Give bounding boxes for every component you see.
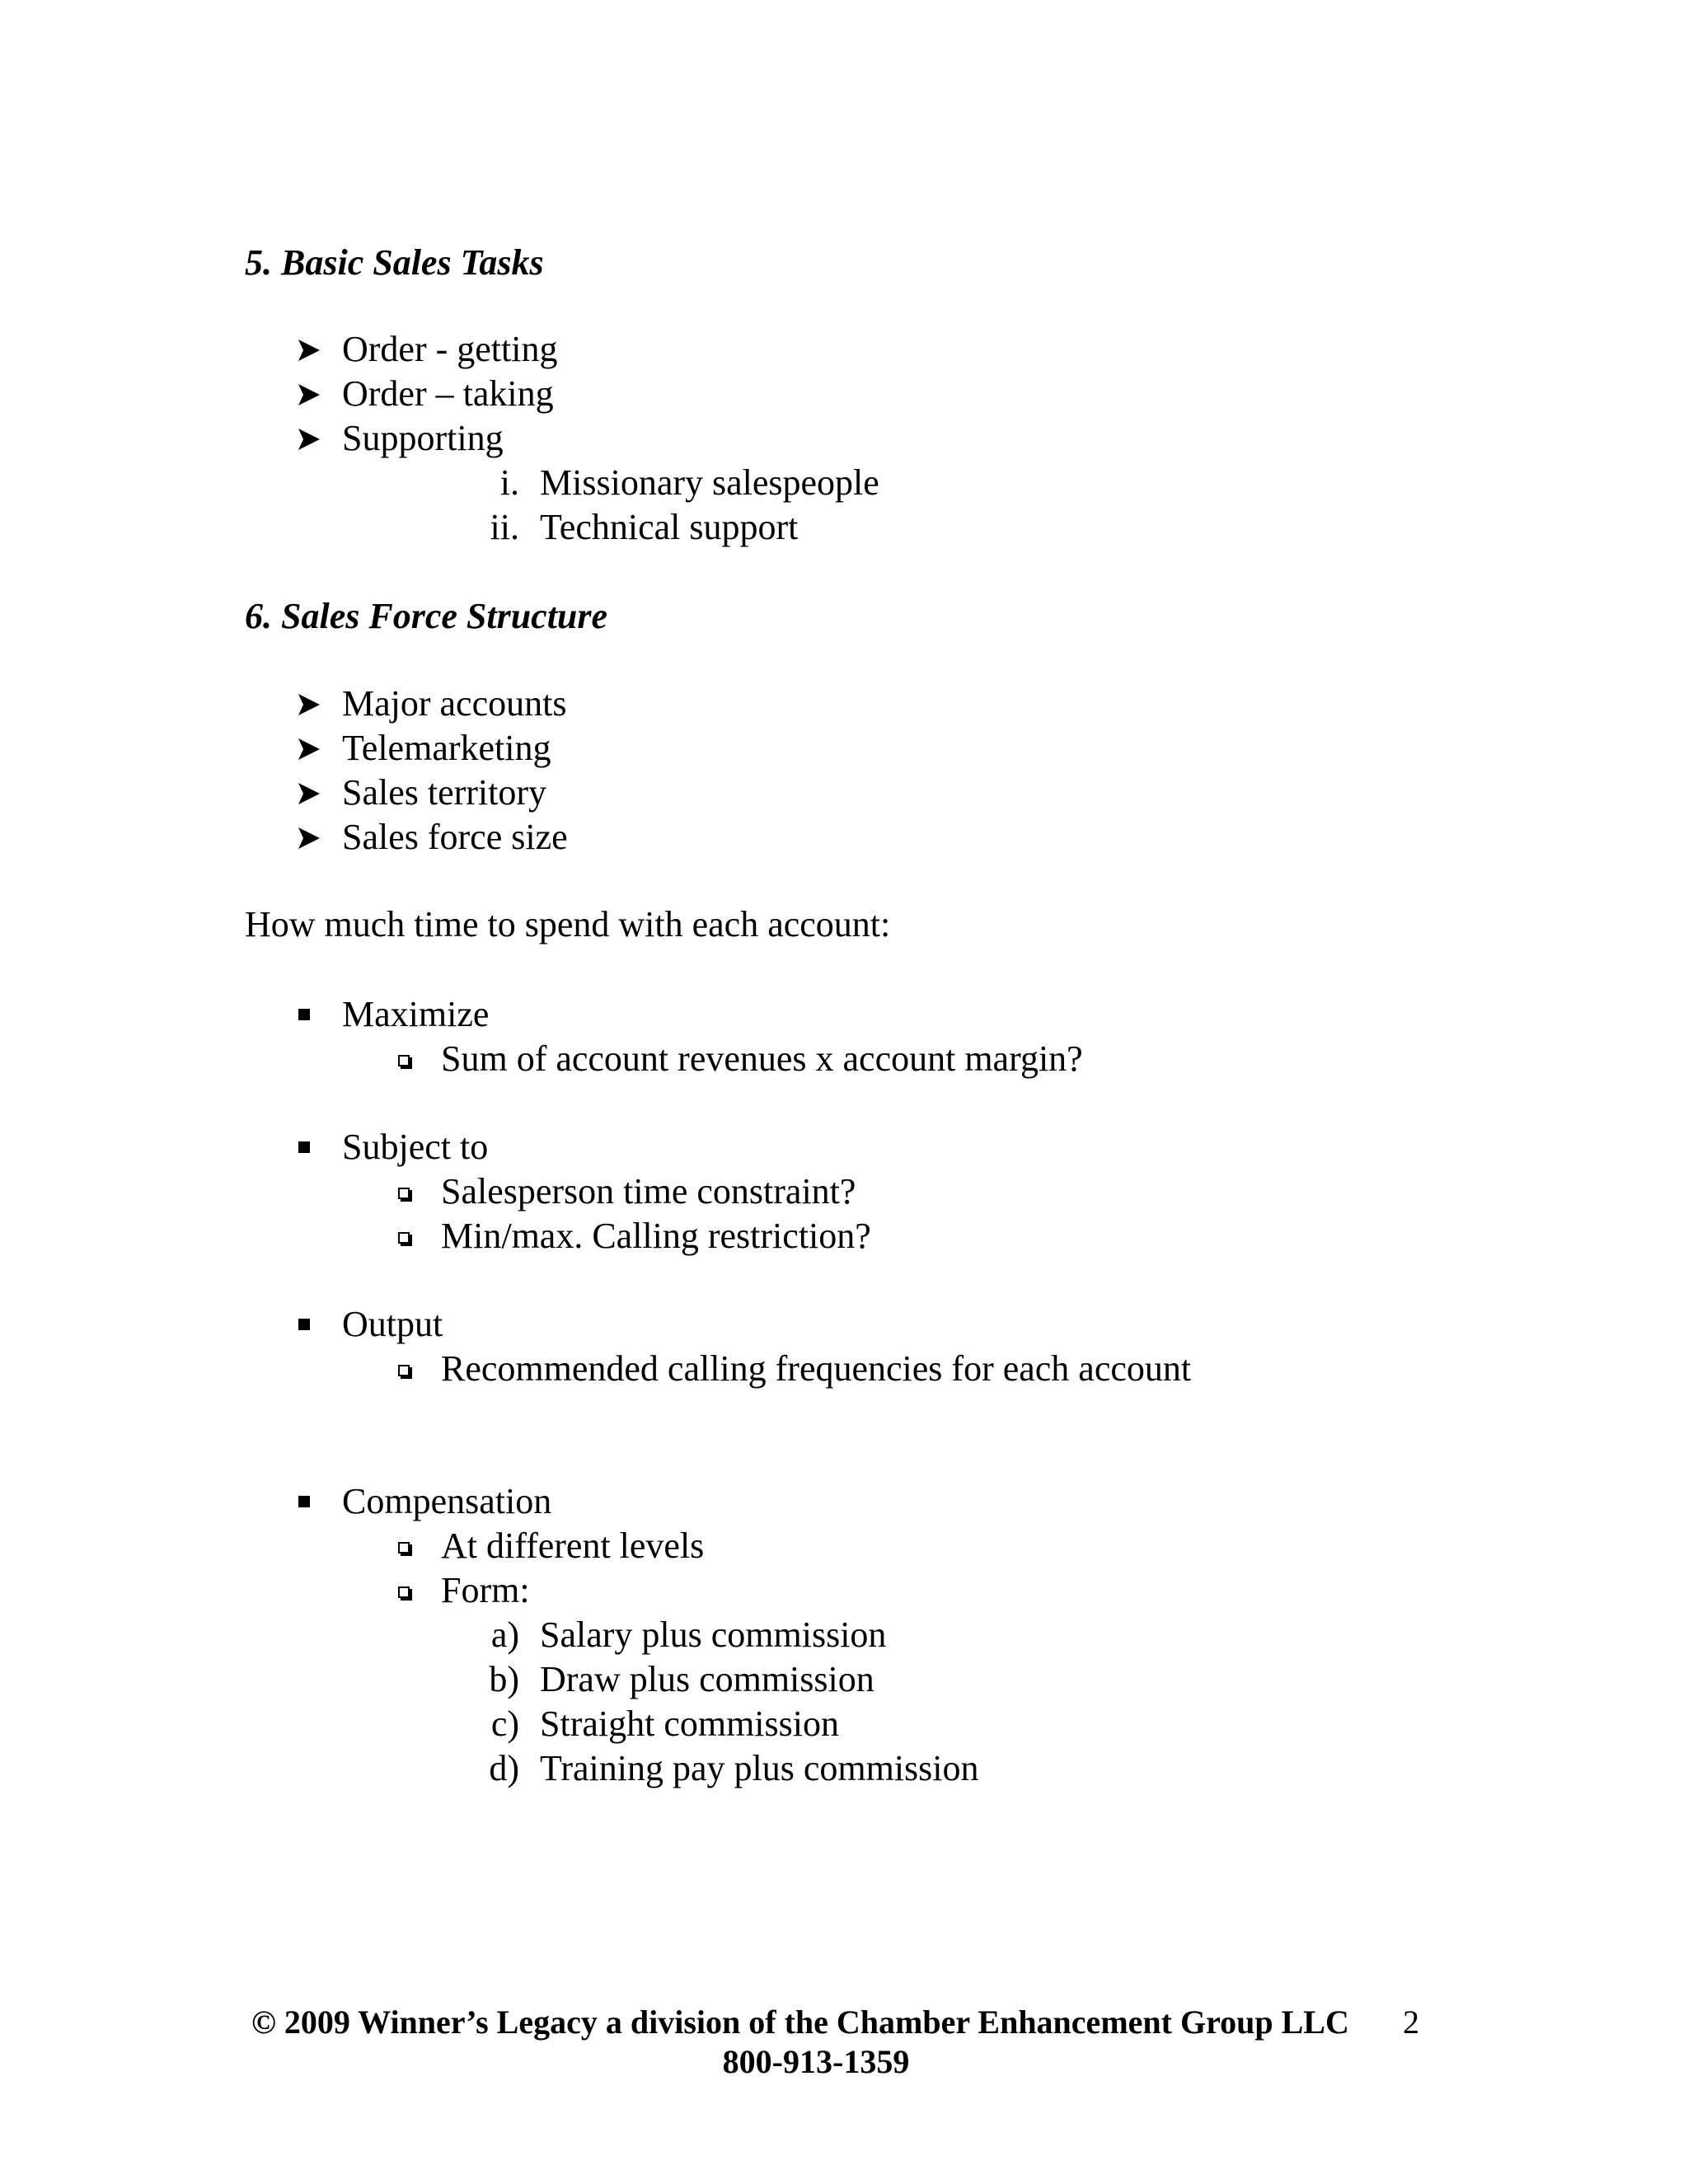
roman-sub-item: Missionary salespeople <box>540 462 879 503</box>
maximize-sub-item: Sum of account revenues x account margin? <box>441 1038 1083 1079</box>
form-item: Salary plus commission <box>540 1615 887 1655</box>
form-marker: a) <box>490 1615 519 1655</box>
footer-phone: 800-913-1359 <box>722 2043 910 2080</box>
square-bullet-icon <box>298 1009 310 1020</box>
roman-marker: i. <box>499 462 519 503</box>
section-6-item: Telemarketing <box>342 728 551 768</box>
form-item: Training pay plus commission <box>540 1748 979 1788</box>
section-5-item: Supporting <box>342 418 504 458</box>
box-bullet-icon <box>398 1586 410 1598</box>
page-number: 2 <box>1403 2004 1419 2041</box>
arrow-bullet-icon <box>297 737 321 762</box>
subject-to-sub-item: Salesperson time constraint? <box>441 1171 856 1212</box>
form-item: Straight commission <box>540 1704 839 1744</box>
box-bullet-icon <box>398 1232 410 1244</box>
section-6-item: Sales force size <box>342 817 568 857</box>
arrow-bullet-icon <box>297 781 321 806</box>
arrow-bullet-icon <box>297 692 321 717</box>
square-bullet-icon <box>298 1496 310 1507</box>
section-5-item: Order – taking <box>342 373 554 414</box>
output-label: Output <box>342 1304 443 1344</box>
form-item: Draw plus commission <box>540 1659 874 1699</box>
arrow-bullet-icon <box>297 427 321 452</box>
box-bullet-icon <box>398 1188 410 1199</box>
form-marker: b) <box>489 1659 519 1699</box>
time-question-text: How much time to spend with each account: <box>245 904 891 944</box>
output-sub-item: Recommended calling frequencies for each account <box>441 1348 1192 1389</box>
form-marker: c) <box>490 1704 519 1744</box>
arrow-bullet-icon <box>297 382 321 407</box>
subject-to-label: Subject to <box>342 1127 489 1167</box>
arrow-bullet-icon <box>297 826 321 851</box>
box-bullet-icon <box>398 1542 410 1554</box>
section-6-item: Major accounts <box>342 683 567 724</box>
box-bullet-icon <box>398 1055 410 1066</box>
roman-sub-item: Technical support <box>540 507 799 547</box>
maximize-label: Maximize <box>342 994 490 1034</box>
compensation-label: Compensation <box>342 1481 552 1521</box>
square-bullet-icon <box>298 1319 310 1330</box>
box-bullet-icon <box>398 1365 410 1376</box>
footer-copyright: © 2009 Winner’s Legacy a division of the Chamber Enhancement Group LLC <box>251 2004 1349 2041</box>
arrow-bullet-icon <box>297 338 321 363</box>
compensation-sub-item: Form: <box>441 1570 530 1610</box>
subject-to-sub-item: Min/max. Calling restriction? <box>441 1216 871 1256</box>
section-5-heading: 5. Basic Sales Tasks <box>245 242 544 283</box>
section-6-item: Sales territory <box>342 772 547 813</box>
form-marker: d) <box>489 1748 519 1788</box>
section-6-heading: 6. Sales Force Structure <box>245 596 608 636</box>
compensation-sub-item: At different levels <box>441 1526 705 1566</box>
square-bullet-icon <box>298 1141 310 1153</box>
roman-marker: ii. <box>490 507 519 547</box>
section-5-item: Order - getting <box>342 329 558 369</box>
